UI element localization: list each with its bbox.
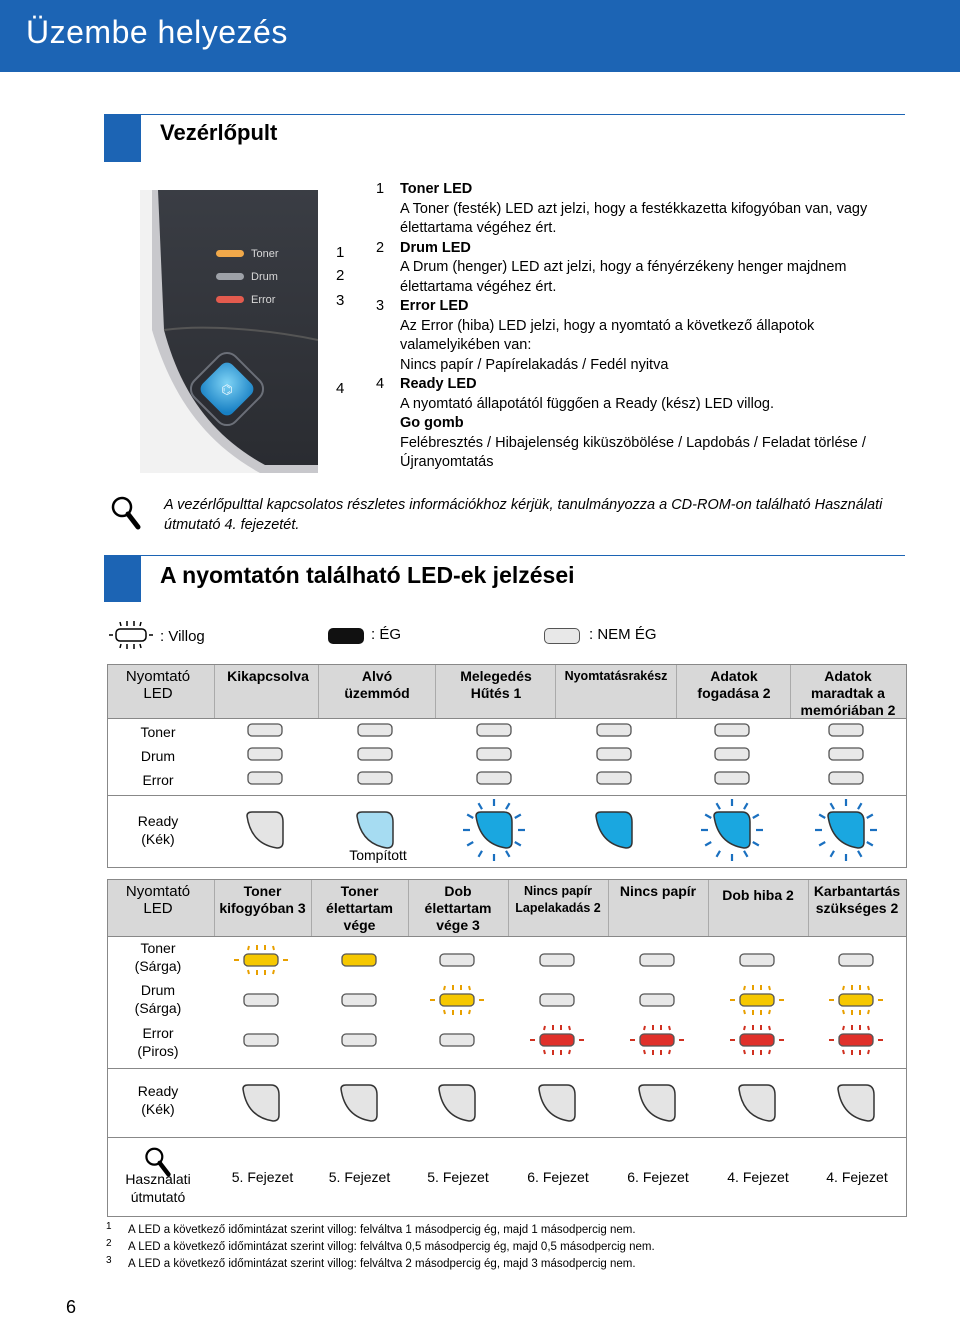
section-title-led-indications: A nyomtatón található LED-ek jelzései — [160, 562, 575, 588]
chapter-cell: 6. Fejezet — [627, 1169, 689, 1185]
led-off — [358, 772, 392, 784]
header-ready: Nyomtatásrakész — [564, 669, 668, 683]
led-off — [440, 1034, 474, 1046]
control-panel-illustration — [140, 190, 318, 473]
magnifier-icon — [108, 494, 142, 532]
ready-led-off — [439, 1085, 475, 1121]
dimmed-label: Tompított — [349, 847, 407, 863]
table-1-led-states — [107, 664, 905, 866]
led-blink — [839, 994, 873, 1006]
row-label-drum-yellow: Drum (Sárga) — [134, 982, 182, 1016]
ready-led-on — [596, 812, 632, 848]
page-number: 6 — [66, 1297, 77, 1317]
row-label-toner-yellow: Toner (Sárga) — [134, 940, 182, 974]
legend-on-led — [328, 628, 364, 644]
item-text: A Toner (festék) LED azt jelzi, hogy a festékkazetta kifogyóban van, vagy élettartama végéhez ért. — [400, 200, 868, 236]
legend-off: : NEM ÉG — [589, 626, 657, 643]
led-off — [440, 954, 474, 966]
led-off — [597, 748, 631, 760]
led-off — [540, 954, 574, 966]
item-toner-led: 1 Toner LED — [376, 181, 473, 197]
header-drum-end: Dob élettartam vége 3 — [424, 883, 492, 933]
page-header — [0, 0, 960, 72]
ready-led-off — [341, 1085, 377, 1121]
led-off — [477, 724, 511, 736]
ready-led-blink — [476, 812, 512, 848]
header-toner-low: Toner kifogyóban 3 — [219, 883, 306, 916]
section-title-control-panel: Vezérlőpult — [160, 120, 278, 145]
led-off — [244, 994, 278, 1006]
row-label-error-red: Error (Piros) — [137, 1025, 179, 1059]
led-blink — [640, 1034, 674, 1046]
svg-text:⌬: ⌬ — [221, 383, 233, 398]
led-off — [640, 954, 674, 966]
drum-led — [216, 273, 244, 280]
item-ready-led: 4 Ready LED — [376, 376, 477, 392]
section-divider — [141, 114, 905, 115]
table-2-led-states — [107, 879, 905, 1137]
footnote-3: A LED a következő időmintázat szerint villog: felváltva 2 másodpercig ég, majd 3 másodpercig nem. — [128, 1258, 636, 1270]
ready-led-off — [539, 1085, 575, 1121]
header-off: Kikapcsolva — [227, 668, 309, 684]
led-off — [829, 748, 863, 760]
row-label-drum: Drum — [140, 748, 176, 764]
item-text: Az Error (hiba) LED jelzi, hogy a nyomtató a következő állapotok valamelyikében van: — [400, 317, 815, 353]
led-off — [248, 772, 282, 784]
footnote-number: 3 — [106, 1255, 112, 1266]
ready-led-blink — [714, 812, 750, 848]
chapter-cell: 5. Fejezet — [427, 1169, 489, 1185]
led-off — [640, 994, 674, 1006]
led-blink — [740, 994, 774, 1006]
led-blink — [839, 1034, 873, 1046]
led-off — [342, 994, 376, 1006]
led-off — [358, 724, 392, 736]
led-off — [715, 748, 749, 760]
led-off — [248, 724, 282, 736]
led-off — [477, 748, 511, 760]
led-off — [829, 772, 863, 784]
panel-label-toner: Toner — [251, 248, 279, 260]
led-off — [342, 1034, 376, 1046]
ready-led-off — [838, 1085, 874, 1121]
ready-led-off — [247, 812, 283, 848]
callout-4: 4 — [336, 380, 345, 397]
chapter-cell: 4. Fejezet — [727, 1169, 789, 1185]
header-drum-error: Dob hiba 2 — [722, 887, 794, 903]
callout-3: 3 — [336, 292, 345, 309]
header-warmup: Melegedés Hűtés 1 — [460, 668, 532, 701]
toner-led — [216, 250, 244, 257]
legend-off-led — [544, 628, 580, 644]
led-blink — [540, 1034, 574, 1046]
magnifier-icon — [142, 1145, 172, 1179]
item-error-led: 3 Error LED — [376, 298, 469, 314]
led-blink — [740, 1034, 774, 1046]
header-sleep: Alvó üzemmód — [344, 668, 410, 701]
corner-label: Nyomtató LED — [125, 668, 191, 702]
ready-led-blink — [828, 812, 864, 848]
header-data-remaining: Adatok maradtak a memóriában 2 — [800, 668, 896, 718]
ready-led-off — [639, 1085, 675, 1121]
led-off — [829, 724, 863, 736]
header-no-paper: Nincs papír — [619, 883, 697, 899]
section-marker — [104, 555, 141, 602]
led-off — [477, 772, 511, 784]
led-off — [540, 994, 574, 1006]
header-paper-jam: Nincs papír Lapelakadás 2 — [515, 884, 601, 915]
header-service: Karbantartás szükséges 2 — [813, 883, 901, 916]
callout-1: 1 — [336, 244, 345, 261]
chapter-cell: 4. Fejezet — [826, 1169, 888, 1185]
item-text: A nyomtató állapotától függően a Ready (kész) LED villog. — [400, 395, 774, 412]
item-text: A Drum (henger) LED azt jelzi, hogy a fényérzékeny henger majdnem élettartama végéhez ért. — [400, 259, 847, 295]
led-off — [244, 1034, 278, 1046]
error-led — [216, 296, 244, 303]
footnote-2: A LED a következő időmintázat szerint villog: felváltva 0,5 másodpercig ég, majd 0,5 másodpercig nem. — [128, 1241, 655, 1253]
led-off — [740, 954, 774, 966]
item-text: Nincs papír / Papírelakadás / Fedél nyitva — [400, 356, 669, 373]
led-off — [597, 772, 631, 784]
control-panel-descriptions — [376, 180, 906, 473]
led-off — [715, 772, 749, 784]
led-on — [342, 954, 376, 966]
led-off — [597, 724, 631, 736]
item-text: Felébresztés / Hibajelenség kiküszöbölése / Lapdobás / Feladat törlése / Újranyomtatás — [400, 434, 866, 470]
chapter-cell: 5. Fejezet — [231, 1169, 294, 1185]
header-toner-end: Toner élettartam vége — [326, 883, 393, 933]
ready-led-off — [243, 1085, 279, 1121]
row-label-toner: Toner — [140, 724, 176, 740]
note-text: A vezérlőpulttal kapcsolatos részletes információkhoz kérjük, tanulmányozza a CD-ROM-on található Használati útmutató 4. fejezetét. — [164, 497, 883, 533]
callout-2: 2 — [336, 267, 345, 284]
page-title: Üzembe helyezés — [26, 14, 288, 50]
item-drum-led: 2 Drum LED — [376, 239, 471, 256]
legend-blink: : Villog — [160, 628, 205, 645]
led-off — [358, 748, 392, 760]
footnote-number: 2 — [106, 1238, 112, 1249]
section-marker — [104, 114, 141, 162]
blinking-led-icon — [108, 620, 154, 650]
header-receiving: Adatok fogadása 2 — [697, 668, 771, 701]
ready-led-off — [739, 1085, 775, 1121]
row-label-manual: Használati útmutató — [125, 1171, 191, 1205]
footnote-1: A LED a következő időmintázat szerint villog: felváltva 1 másodpercig ég, majd 1 másodpercig nem. — [128, 1224, 636, 1236]
row-label-ready: Ready (Kék) — [137, 813, 179, 847]
chapter-cell: 5. Fejezet — [328, 1169, 391, 1185]
section-divider — [141, 555, 905, 556]
led-blink — [440, 994, 474, 1006]
ready-led-dimmed — [357, 812, 393, 848]
led-off — [839, 954, 873, 966]
legend-on: : ÉG — [371, 626, 402, 643]
row-label-ready-blue: Ready (Kék) — [137, 1083, 179, 1117]
row-label-error: Error — [142, 772, 174, 788]
led-off — [248, 748, 282, 760]
row-divider — [108, 1137, 906, 1138]
led-blink — [244, 954, 278, 966]
panel-label-drum: Drum — [251, 271, 278, 283]
footnote-number: 1 — [106, 1221, 112, 1232]
chapter-cell: 6. Fejezet — [527, 1169, 589, 1185]
corner-label: Nyomtató LED — [125, 883, 191, 917]
led-off — [715, 724, 749, 736]
panel-label-error: Error — [251, 294, 276, 306]
item-go-button: Go gomb — [400, 415, 464, 431]
